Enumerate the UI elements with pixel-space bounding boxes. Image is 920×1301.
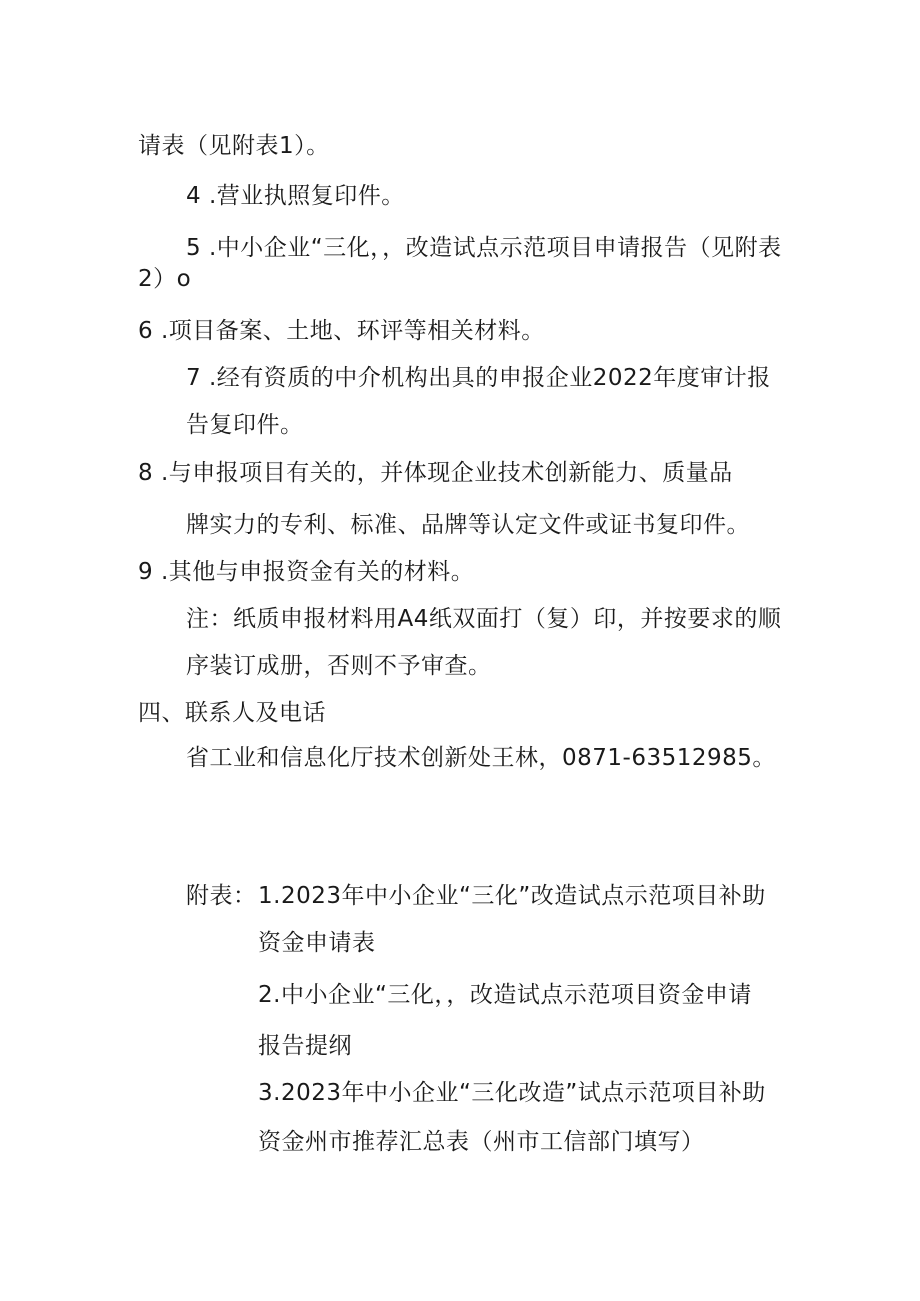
attachment-item-3: 3.2023年中小企业“三化改造”试点示范项目补助 bbox=[258, 1080, 766, 1106]
attachment-item-3-continued: 资金州市推荐汇总表（州市工信部门填写） bbox=[258, 1129, 705, 1155]
attachment-item-1: 1.2023年中小企业“三化”改造试点示范项目补助 bbox=[258, 883, 766, 909]
attachment-item-2: 2.中小企业“三化，，改造试点示范项目资金申请 bbox=[258, 982, 752, 1008]
list-item-7: 告复印件。 bbox=[186, 412, 304, 438]
list-item-4: 4 .营业执照复印件。 bbox=[186, 183, 405, 209]
attachment-item-2-continued: 报告提纲 bbox=[258, 1033, 352, 1059]
list-item-5: 5 .中小企业“三化，，改造试点示范项目申请报告（见附表 bbox=[186, 235, 782, 261]
note-line-continued: 四、联系人及电话 bbox=[138, 700, 326, 726]
list-item-9: 注：纸质申报材料用A4纸双面打（复）印，并按要求的顺 bbox=[186, 606, 782, 632]
list-item-8-continued: 9 .其他与申报资金有关的材料。 bbox=[138, 559, 475, 585]
attachment-item-1-continued: 资金申请表 bbox=[258, 930, 376, 956]
list-item-5-continued: 2）o bbox=[138, 266, 192, 292]
note-line: 序装订成册，否则不予审查。 bbox=[186, 653, 492, 679]
section-heading: 省工业和信息化厅技术创新处王林，0871-63512985。 bbox=[186, 745, 776, 771]
list-item-5-continued: 6 .项目备案、土地、环评等相关材料。 bbox=[138, 318, 545, 344]
list-item-8: 牌实力的专利、标准、品牌等认定文件或证书复印件。 bbox=[186, 512, 750, 538]
attachments-label: 附表： bbox=[186, 883, 257, 909]
list-item-6: 7 .经有资质的中介机构出具的申报企业2022年度审计报 bbox=[186, 365, 771, 391]
list-item-7-continued: 8 .与申报项目有关的，并体现企业技术创新能力、质量品 bbox=[138, 460, 733, 486]
paragraph-line: 请表（见附表1）。 bbox=[138, 133, 330, 159]
